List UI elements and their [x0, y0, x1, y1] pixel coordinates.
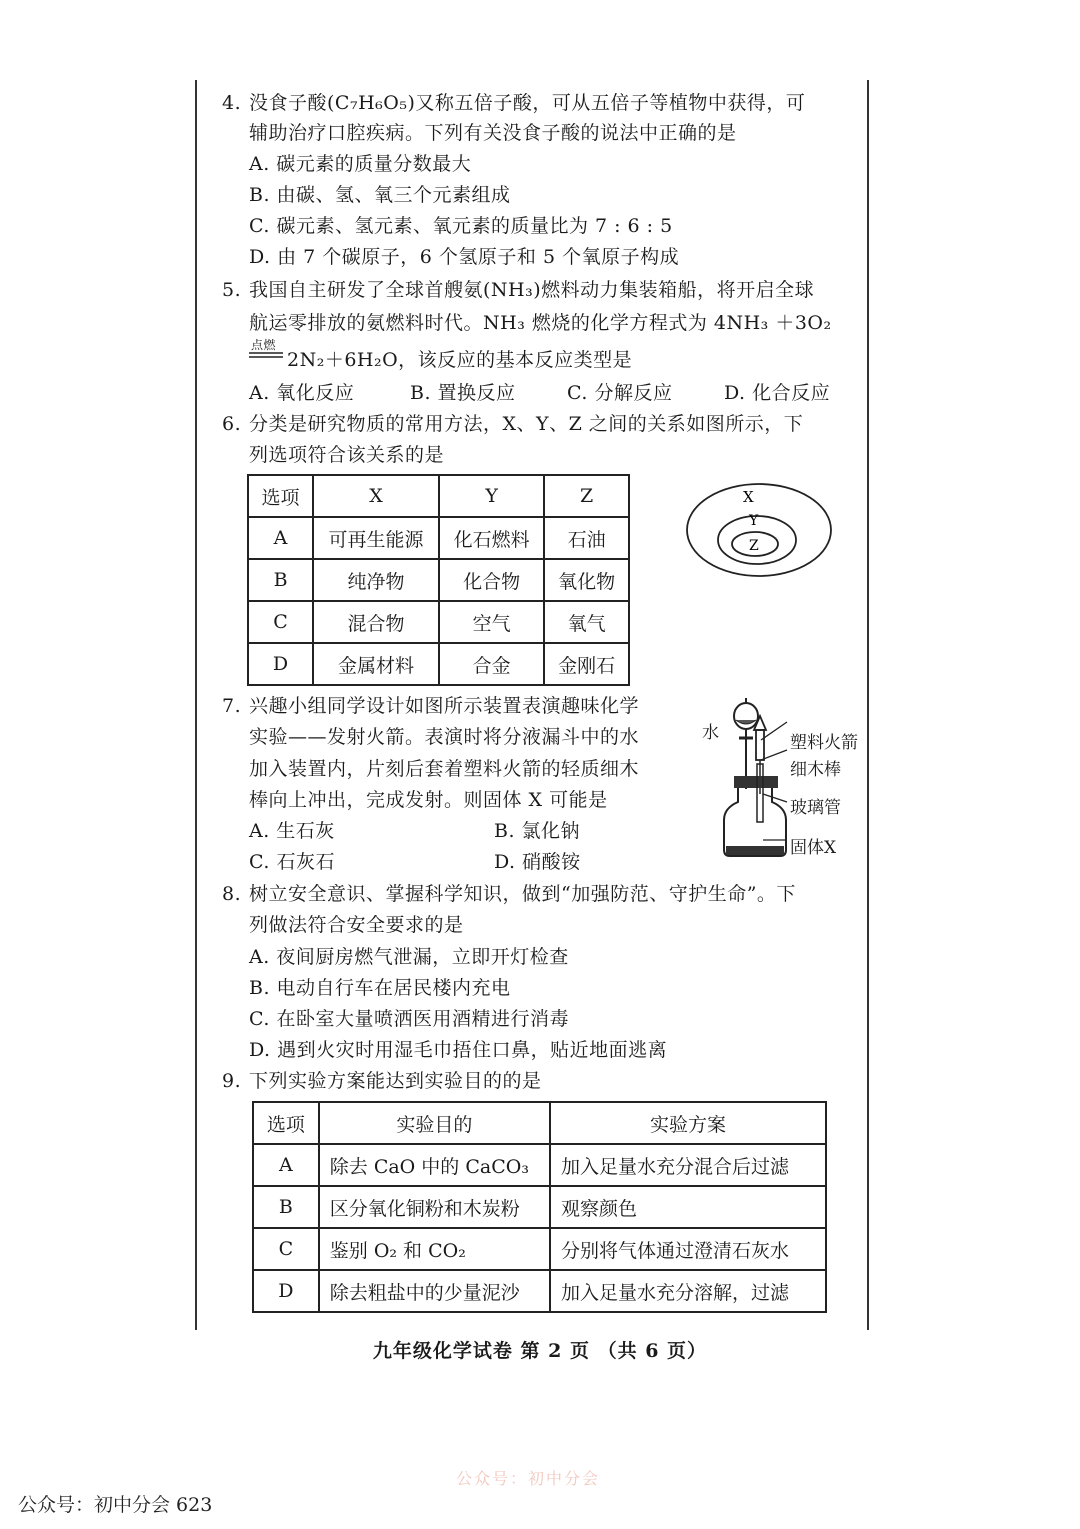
q7-option-b: B. 氯化钠 — [494, 820, 581, 842]
table-cell: 区分氧化铜粉和木炭粉 — [319, 1186, 550, 1228]
q5-equals-sign — [249, 351, 285, 359]
table-cell: 除去 CaO 中的 CaCO₃ — [319, 1144, 550, 1186]
table-cell: 氧化物 — [544, 559, 629, 601]
table-cell: 可再生能源 — [313, 517, 439, 559]
table-cell: C — [248, 601, 313, 643]
table-header-cell: 实验方案 — [550, 1102, 826, 1144]
table-cell: 除去粗盐中的少量泥沙 — [319, 1270, 550, 1312]
q7-option-a: A. 生石灰 — [249, 820, 335, 842]
table-cell: 纯净物 — [313, 559, 439, 601]
q9-number: 9. — [222, 1070, 242, 1092]
q5-option-c: C. 分解反应 — [567, 382, 673, 404]
table-cell: D — [248, 643, 313, 685]
table-row — [248, 559, 629, 601]
table-row — [253, 1144, 826, 1186]
table-cell: 化合物 — [439, 559, 544, 601]
table-cell: 合金 — [439, 643, 544, 685]
q5-option-d: D. 化合反应 — [724, 382, 831, 404]
table-row — [248, 517, 629, 559]
q7-number: 7. — [222, 695, 242, 717]
venn-label-z: Z — [749, 538, 759, 554]
q7-option-c: C. 石灰石 — [249, 851, 335, 873]
q6-stem-line2: 列选项符合该关系的是 — [249, 444, 445, 466]
table-row — [248, 643, 629, 685]
q5-number: 5. — [222, 279, 242, 301]
table-cell: 空气 — [439, 601, 544, 643]
q4-stem-line1: 没食子酸(C₇H₆O₅)又称五倍子酸，可从五倍子等植物中获得，可 — [249, 92, 806, 114]
q4-option-b: B. 由碳、氢、氧三个元素组成 — [249, 184, 511, 206]
q7-stem-line1: 兴趣小组同学设计如图所示装置表演趣味化学 — [249, 695, 640, 717]
q5-stem-line2: 航运零排放的氨燃料时代。NH₃ 燃烧的化学方程式为 4NH₃ ＋3O₂ — [249, 312, 832, 334]
label-water: 水 — [702, 723, 719, 743]
q7-stem-line4: 棒向上冲出，完成发射。则固体 X 可能是 — [249, 789, 608, 811]
table-header-cell: 选项 — [248, 475, 313, 517]
q9-stem-line1: 下列实验方案能达到实验目的的是 — [249, 1070, 542, 1092]
watermark-center: 公众号：初中分会 — [456, 1469, 601, 1488]
table-cell: C — [253, 1228, 319, 1270]
venn-label-y: Y — [749, 513, 759, 529]
table-cell: 化石燃料 — [439, 517, 544, 559]
q4-number: 4. — [222, 92, 242, 114]
table-cell: 混合物 — [313, 601, 439, 643]
q4-stem-line2: 辅助治疗口腔疾病。下列有关没食子酸的说法中正确的是 — [249, 122, 737, 144]
q5-stem-line1: 我国自主研发了全球首艘氨(NH₃)燃料动力集装箱船，将开启全球 — [249, 279, 815, 301]
q4-option-d: D. 由 7 个碳原子，6 个氢原子和 5 个氧原子构成 — [249, 246, 680, 268]
label-solid-x: 固体X — [790, 838, 837, 858]
table-header-cell: Y — [439, 475, 544, 517]
table-cell: 金刚石 — [544, 643, 629, 685]
q9-table — [252, 1101, 827, 1313]
q6-table — [247, 474, 630, 686]
table-cell: A — [248, 517, 313, 559]
table-cell: 石油 — [544, 517, 629, 559]
table-cell: D — [253, 1270, 319, 1312]
table-header-cell: X — [313, 475, 439, 517]
q7-option-d: D. 硝酸铵 — [494, 851, 581, 873]
table-cell: 分别将气体通过澄清石灰水 — [550, 1228, 826, 1270]
table-cell: 加入足量水充分混合后过滤 — [550, 1144, 826, 1186]
table-header-cell: Z — [544, 475, 629, 517]
q4-option-c: C. 碳元素、氢元素、氧元素的质量比为 7 : 6 : 5 — [249, 215, 673, 237]
table-header-row — [253, 1102, 826, 1144]
table-cell: B — [248, 559, 313, 601]
table-cell: 氧气 — [544, 601, 629, 643]
table-header-row — [248, 475, 629, 517]
q7-stem-line2: 实验——发射火箭。表演时将分液漏斗中的水 — [249, 726, 640, 748]
q5-option-a: A. 氧化反应 — [249, 382, 355, 404]
watermark-left: 公众号：初中分会 623 — [18, 1494, 213, 1516]
table-cell: B — [253, 1186, 319, 1228]
q5-stem-line3: 2N₂＋6H₂O，该反应的基本反应类型是 — [287, 349, 633, 371]
q6-number: 6. — [222, 413, 242, 435]
q5-option-b: B. 置换反应 — [410, 382, 516, 404]
q8-stem-line2: 列做法符合安全要求的是 — [249, 914, 464, 936]
table-cell: 金属材料 — [313, 643, 439, 685]
page-footer: 九年级化学试卷 第 2 页 （共 6 页） — [372, 1340, 708, 1362]
q5-reaction-condition: 点燃 — [251, 338, 277, 352]
q8-option-a: A. 夜间厨房燃气泄漏，立即开灯检查 — [249, 946, 569, 968]
label-plastic-rocket: 塑料火箭 — [790, 733, 858, 753]
label-wood-stick: 细木棒 — [790, 760, 841, 780]
q7-stem-line3: 加入装置内，片刻后套着塑料火箭的轻质细木 — [249, 758, 640, 780]
table-header-cell: 选项 — [253, 1102, 319, 1144]
table-row — [253, 1228, 826, 1270]
q6-stem-line1: 分类是研究物质的常用方法，X、Y、Z 之间的关系如图所示，下 — [249, 413, 804, 435]
q8-option-b: B. 电动自行车在居民楼内充电 — [249, 977, 511, 999]
q8-number: 8. — [222, 883, 242, 905]
q4-option-a: A. 碳元素的质量分数最大 — [249, 153, 472, 175]
xyz-venn-diagram — [684, 480, 834, 580]
q8-option-d: D. 遇到火灾时用湿毛巾捂住口鼻，贴近地面逃离 — [249, 1039, 668, 1061]
venn-label-x: X — [743, 488, 754, 506]
table-cell: 加入足量水充分溶解，过滤 — [550, 1270, 826, 1312]
apparatus-leader-lines — [759, 716, 789, 846]
table-row — [253, 1270, 826, 1312]
table-header-cell: 实验目的 — [319, 1102, 550, 1144]
table-cell: A — [253, 1144, 319, 1186]
table-row — [253, 1186, 826, 1228]
q8-option-c: C. 在卧室大量喷洒医用酒精进行消毒 — [249, 1008, 569, 1030]
q8-stem-line1: 树立安全意识、掌握科学知识，做到“加强防范、守护生命”。下 — [249, 883, 796, 905]
table-cell: 观察颜色 — [550, 1186, 826, 1228]
table-row — [248, 601, 629, 643]
table-cell: 鉴别 O₂ 和 CO₂ — [319, 1228, 550, 1270]
label-glass-tube: 玻璃管 — [790, 798, 841, 818]
